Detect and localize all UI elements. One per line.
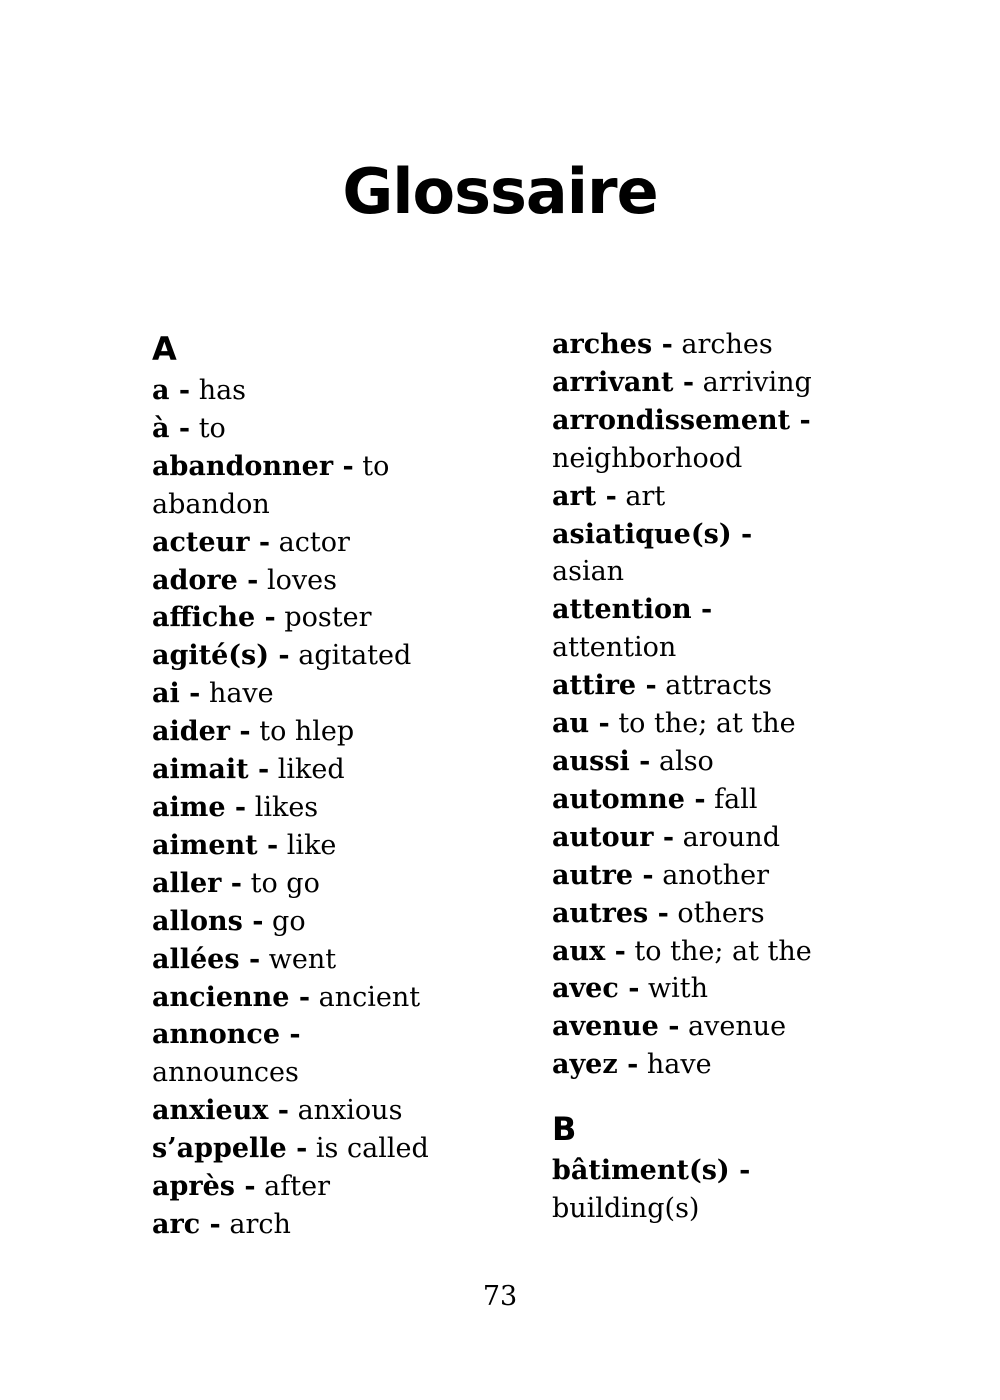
- entry-definition: likes: [246, 791, 319, 823]
- entry-definition: like: [278, 829, 337, 861]
- entry-term: arrondissement -: [552, 404, 811, 436]
- entry-term: ai -: [152, 678, 201, 710]
- entry-term: automne -: [552, 783, 706, 815]
- glossary-entry: [152, 448, 532, 486]
- glossary-entry: [152, 675, 532, 713]
- glossary-entry: [152, 979, 532, 1017]
- glossary-entry: [152, 1130, 532, 1168]
- glossary-entry: [552, 440, 932, 478]
- glossary-entry: [552, 478, 932, 516]
- glossary-entry: [152, 562, 532, 600]
- glossary-entry: [552, 857, 932, 895]
- entry-term: attire -: [552, 670, 657, 702]
- entry-term: aussi -: [552, 745, 651, 777]
- entry-term: autour -: [552, 821, 675, 853]
- entry-term: aller -: [152, 867, 243, 899]
- entry-definition: is called: [307, 1133, 429, 1165]
- entry-definition: to the; at the: [609, 708, 796, 740]
- entry-definition: attention: [552, 632, 677, 664]
- entry-definition: around: [674, 821, 780, 853]
- entry-term: allées -: [152, 943, 261, 975]
- entry-term: arc -: [152, 1208, 221, 1240]
- glossary-column-left: [152, 326, 532, 1244]
- glossary-entry: [152, 903, 532, 941]
- glossary-entry: [552, 629, 932, 667]
- section-spacer: [552, 1084, 932, 1106]
- entry-term: art -: [552, 480, 617, 512]
- glossary-column-right: [552, 326, 932, 1228]
- entry-definition: arch: [220, 1208, 291, 1240]
- entry-definition: others: [668, 897, 765, 929]
- entry-term: bâtiment(s) -: [552, 1155, 751, 1187]
- entry-list-a-part-2: [552, 326, 932, 1084]
- glossary-entry: [552, 1008, 932, 1046]
- entry-term: anxieux -: [152, 1095, 289, 1127]
- entry-list-b: [552, 1152, 932, 1228]
- glossary-entry: [152, 751, 532, 789]
- entry-definition: avenue: [679, 1011, 787, 1043]
- section-heading-a: A: [152, 330, 177, 368]
- entry-term: avec -: [552, 973, 640, 1005]
- glossary-entry: [152, 1206, 532, 1244]
- glossary-entry: [552, 970, 932, 1008]
- entry-definition: another: [653, 859, 770, 891]
- entry-term: avenue -: [552, 1011, 680, 1043]
- entry-definition: to: [190, 412, 226, 444]
- glossary-entry: [552, 516, 932, 554]
- entry-definition: to hlep: [250, 716, 355, 748]
- entry-term: ancienne -: [152, 981, 311, 1013]
- glossary-entry: [552, 933, 932, 971]
- glossary-entry: [152, 486, 532, 524]
- glossary-entry: [152, 1054, 532, 1092]
- entry-term: aider -: [152, 716, 251, 748]
- entry-definition: ancient: [310, 981, 421, 1013]
- entry-term: s’appelle -: [152, 1133, 308, 1165]
- glossary-entry: [552, 591, 932, 629]
- entry-definition: loves: [258, 564, 337, 596]
- entry-term: au -: [552, 708, 610, 740]
- glossary-entry: [552, 667, 932, 705]
- entry-definition: also: [650, 745, 714, 777]
- glossary-entry: [152, 1092, 532, 1130]
- entry-definition: has: [190, 375, 247, 406]
- entry-definition: to: [353, 450, 390, 482]
- entry-term: arrivant -: [552, 366, 695, 398]
- section-heading-b: B: [552, 1110, 577, 1149]
- entry-definition: anxious: [289, 1095, 403, 1127]
- entry-definition: after: [255, 1171, 331, 1203]
- entry-term: acteur -: [152, 526, 271, 558]
- entry-term: allons -: [152, 905, 264, 937]
- entry-definition: building(s): [552, 1193, 700, 1225]
- page-number: 73: [482, 1281, 518, 1312]
- entry-term: asiatique(s) -: [552, 518, 753, 550]
- entry-term: adore -: [152, 564, 259, 596]
- entry-definition: agitated: [289, 640, 412, 672]
- entry-term: agité(s) -: [152, 640, 290, 672]
- entry-term: autre -: [552, 859, 654, 891]
- glossary-entry: [152, 372, 532, 410]
- entry-term: autres -: [552, 897, 669, 929]
- entry-term: affiche -: [152, 602, 276, 634]
- entry-definition: asian: [552, 556, 625, 588]
- entry-definition: abandon: [152, 488, 270, 520]
- page-title: Glossaire: [342, 155, 658, 228]
- entry-definition: have: [638, 1049, 712, 1081]
- glossary-entry: [552, 364, 932, 402]
- glossary-entry: [152, 865, 532, 903]
- glossary-entry: [152, 637, 532, 675]
- glossary-entry: [552, 895, 932, 933]
- glossary-entry: [552, 1046, 932, 1084]
- glossary-entry: [552, 553, 932, 591]
- glossary-entry: [552, 1190, 932, 1228]
- glossary-entry: [552, 743, 932, 781]
- entry-term: a -: [152, 375, 191, 406]
- glossary-entry: [152, 524, 532, 562]
- entry-definition: have: [200, 678, 274, 710]
- entry-definition: arriving: [694, 366, 812, 398]
- entry-definition: neighborhood: [552, 442, 743, 474]
- glossary-entry: [152, 1168, 532, 1206]
- glossary-entry: [552, 781, 932, 819]
- entry-term: après -: [152, 1171, 256, 1203]
- entry-definition: arches: [672, 329, 773, 360]
- entry-term: annonce -: [152, 1019, 301, 1051]
- entry-term: ayez -: [552, 1049, 639, 1081]
- entry-term: aime -: [152, 791, 247, 823]
- glossary-entry: [152, 941, 532, 979]
- entry-term: aimait -: [152, 754, 270, 786]
- entry-term: aiment -: [152, 829, 279, 861]
- glossary-entry: [152, 713, 532, 751]
- entry-definition: poster: [275, 602, 372, 634]
- glossary-entry: [152, 599, 532, 637]
- entry-definition: go: [263, 905, 306, 937]
- glossary-entry: [152, 410, 532, 448]
- entry-term: à -: [152, 412, 191, 444]
- glossary-entry: [152, 1016, 532, 1054]
- entry-definition: went: [260, 943, 337, 975]
- entry-definition: to the; at the: [625, 935, 812, 967]
- glossary-entry: [152, 827, 532, 865]
- entry-term: abandonner -: [152, 450, 354, 482]
- glossary-entry: [152, 789, 532, 827]
- entry-definition: liked: [269, 754, 345, 786]
- entry-definition: art: [616, 480, 666, 512]
- entry-definition: with: [639, 973, 708, 1005]
- entry-term: attention -: [552, 594, 713, 626]
- glossary-entry: [552, 819, 932, 857]
- entry-definition: actor: [270, 526, 350, 558]
- glossary-entry: [552, 326, 932, 364]
- glossary-entry: [552, 705, 932, 743]
- entry-definition: attracts: [656, 670, 772, 702]
- glossary-entry: [552, 402, 932, 440]
- entry-term: arches -: [552, 329, 673, 360]
- entry-definition: announces: [152, 1057, 299, 1089]
- entry-term: aux -: [552, 935, 626, 967]
- entry-list-a-part-1: [152, 372, 532, 1244]
- entry-definition: to go: [242, 867, 320, 899]
- glossary-entry: [552, 1152, 932, 1190]
- entry-definition: fall: [705, 783, 758, 815]
